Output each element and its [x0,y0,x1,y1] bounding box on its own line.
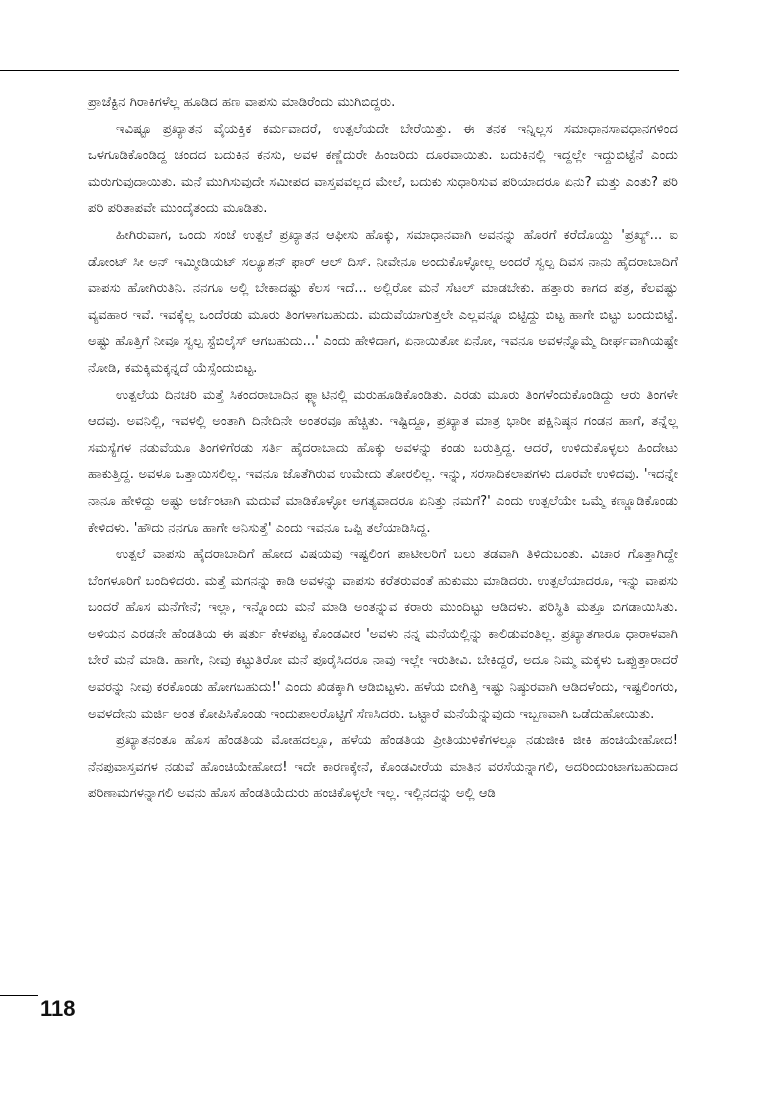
footer-rule [0,995,38,996]
body-text [88,90,678,808]
paragraph-2: ಇವಿಷ್ಟೂ ಪ್ರಖ್ಯಾತನ ವೈಯಕ್ತಿಕ ಕರ್ಮವಾದರೆ, ಉತ್ಪಲೆಯದೇ ಬೇರೆಯಿತ್ತು. ಈ ತನಕ ಇನ್ನಿಲ್ಲಸ ಸಮಾಧಾನಸಾವಧಾನಗಳಿಂದ ಒಳಗೂಡಿಕೊಂಡಿದ್ದ ಚಂದದ ಬದುಕಿನ ಕನಸು, ಅವಳ ಕಣ್ಣೆದುರೇ ಹಿಂಜರಿದು ದೂರವಾಯಿತು. ಬದುಕಿನಲ್ಲಿ ಇದ್ದಲ್ಲೇ ಇದ್ದುಬಿಟ್ಟೆನೆ ಎಂದು ಮರುಗುವುದಾಯಿತು. ಮನೆ ಮುಗಿಸುವುದೇ ಸಮೀಪದ ವಾಸ್ತವವಲ್ಲದ ಮೇಲೆ, ಬದುಕು ಸುಧಾರಿಸುವ ಪರಿಯಾದರೂ ಏನು? ಮತ್ತು ಎಂತು? ಪರಿ ಪರಿ ಪರಿತಾಪವೇ ಮುಂದೈತಂದು ಮೂಡಿತು. [88,121,678,217]
header-rule [0,70,679,71]
paragraph-1: ಪ್ರಾಜೆಕ್ಟಿನ ಗಿರಾಕಿಗಳೆಲ್ಲ ಹೂಡಿದ ಹಣ ವಾಪಸು ಮಾಡಿರೆಂದು ಮುಗಿಬಿದ್ದರು. [88,95,396,110]
paragraph-6: ಪ್ರಖ್ಯಾತನಂತೂ ಹೊಸ ಹೆಂಡತಿಯ ಮೋಹದಲ್ಲೂ, ಹಳೆಯ ಹೆಂಡತಿಯ ಪ್ರೀತಿಯುಳಿಕೆಗಳಲ್ಲೂ ನಡುಜೀಕಿ ಜೀಕಿ ಹಂಚಿಯೇಹೋದ! ನೆನಪುವಾಸ್ತವಗಳ ನಡುವೆ ಹೊಂಚಿಯೇಹೋದ! ಇದೇ ಕಾರಣಕ್ಕೇನೆ, ಕೊಂಡವೀರೆಯ ಮಾತಿನ ವರಸೆಯನ್ನಾಗಲಿ, ಅದರಿಂದುಂಟಾಗಬಹುದಾದ ಪರಿಣಾಮಗಳನ್ನಾಗಲಿ ಅವನು ಹೊಸ ಹೆಂಡತಿಯೆದುರು ಹಂಚಿಕೊಳ್ಳಲೇ ಇಲ್ಲ. ಇಲ್ಲಿನದನ್ನು ಅಲ್ಲಿ ಆಡಿ [88,733,678,802]
paragraph-4: ಉತ್ಪಲೆಯ ದಿನಚರಿ ಮತ್ತೆ ಸಿಕಂದರಾಬಾದಿನ ಫ್ಲ್ಯಾಟಿನಲ್ಲಿ ಮರುಹೂಡಿಕೊಂಡಿತು. ಎರಡು ಮೂರು ತಿಂಗಳೆಂದುಕೊಂಡಿದ್ದು ಆರು ತಿಂಗಳೇ ಆದವು. ಅವನಿಲ್ಲಿ, ಇವಳಲ್ಲಿ ಅಂತಾಗಿ ದಿನೇದಿನೇ ಅಂತರವೂ ಹೆಚ್ಚಿತು. ಇಷ್ಟಿದ್ದೂ, ಪ್ರಖ್ಯಾತ ಮಾತ್ರ ಭಾರೀ ಪಕ್ಷಿನಿಷ್ಠನ ಗಂಡನ ಹಾಗೆ, ತನ್ನೆಲ್ಲ ಸಮಸ್ಯೆಗಳ ನಡುವೆಯೂ ತಿಂಗಳಿಗೆರಡು ಸರ್ತಿ ಹೈದರಾಬಾದು ಹೊಕ್ಕು ಅವಳನ್ನು ಕಂಡು ಬರುತ್ತಿದ್ದ. ಆದರೆ, ಉಳಿದುಕೊಳ್ಳಲು ಹಿಂದೇಟು ಹಾಕುತ್ತಿದ್ದ. ಅವಳೂ ಒತ್ತಾಯಿಸಲಿಲ್ಲ. ಇವನೂ ಜೊತೆಗಿರುವ ಉಮೇದು ತೋರಲಿಲ್ಲ. ಇನ್ನು, ಸರಸಾದಿಕಲಾಪಗಳು ದೂರವೇ ಉಳಿದವು. 'ಇದನ್ನೇ ನಾನೂ ಹೇಳಿದ್ದು ಅಷ್ಟು ಅರ್ಜೆಂಟಾಗಿ ಮದುವೆ ಮಾಡಿಕೊಳ್ಳೋ ಅಗತ್ಯವಾದರೂ ಏನಿತ್ತು ನಮಗೆ?' ಎಂದು ಉತ್ಪಲೆಯೇ ಒಮ್ಮೆ ಕಣ್ಣೂಡಿಕೊಂಡು ಕೇಳಿದಳು. 'ಹೌದು ನನಗೂ ಹಾಗೇ ಅನಿಸುತ್ತೆ' ಎಂದು ಇವನೂ ಒಪ್ಪಿ ತಲೆಯಾಡಿಸಿದ್ದ. [88,387,678,536]
paragraph-5: ಉತ್ಪಲೆ ವಾಪಸು ಹೈದರಾಬಾದಿಗೆ ಹೋದ ವಿಷಯವು ಇಷ್ಟಲಿಂಗ ಪಾಟೀಲರಿಗೆ ಬಲು ತಡವಾಗಿ ತಿಳಿದುಬಂತು. ವಿಚಾರ ಗೊತ್ತಾಗಿದ್ದೇ ಬೆಂಗಳೂರಿಗೆ ಬಂದಿಳಿದರು. ಮತ್ತೆ ಮಗನನ್ನು ಕಾಡಿ ಅವಳನ್ನು ವಾಪಸು ಕರೆತರುವಂತೆ ಹುಕುಮು ಮಾಡಿದರು. ಉತ್ಪಲೆಯಾದರೂ, ಇನ್ನು ವಾಪಸು ಬಂದರೆ ಹೊಸ ಮನೆಗೇನೆ; ಇಲ್ಲಾ, ಇನ್ನೊಂದು ಮನೆ ಮಾಡಿ ಅಂತನ್ನುವ ಕರಾರು ಮುಂದಿಟ್ಟು ಆಡಿದಳು. ಪರಿಸ್ಥಿತಿ ಮತ್ತೂ ಬಿಗಡಾಯಿಸಿತು. ಅಳಿಯನ ಎರಡನೇ ಹೆಂಡತಿಯ ಈ ಷರ್ತು ಕೇಳಪಟ್ಟ ಕೊಂಡವೀರ 'ಅವಳು ನನ್ನ ಮನೆಯಲ್ಲಿನ್ನು ಕಾಲಿಡುವಂತಿಲ್ಲ. ಪ್ರಖ್ಯಾತಗಾರೂ ಧಾರಾಳವಾಗಿ ಬೇರೆ ಮನೆ ಮಾಡಿ. ಹಾಗೇ, ನೀವು ಕಟ್ಟುತಿರೋ ಮನೆ ಪೂರೈಸಿದರೂ ನಾವು ಇಲ್ಲೇ ಇರುತೀವಿ. ಬೇಕಿದ್ದರೆ, ಅದೂ ನಿಮ್ಮ ಮಕ್ಕಳು ಒಪ್ಪುತ್ತಾರಾದರೆ ಅವರನ್ನು ನೀವು ಕರಕೊಂಡು ಹೋಗಬಹುದು!' ಎಂದು ಖಿಡಕ್ಕಾಗಿ ಆಡಿಬಿಟ್ಟಳು. ಹಳೆಯ ಬೀಗಿತ್ತಿ ಇಷ್ಟು ನಿಷ್ಠುರವಾಗಿ ಆಡಿದಳೆಂದು, ಇಷ್ಟಲಿಂಗರು, ಅವಳದೇನು ಮರ್ಜಿ ಅಂತ ಕೋಪಿಸಿಕೊಂಡು ಇಂದುಪಾಲರೊಟ್ಟಿಗೆ ಸೆಣಸಿದರು. ಒಟ್ಟಾರೆ ಮನೆಯೆನ್ನುವುದು ಇಬ್ಬಣವಾಗಿ ಒಡೆದುಹೋಯಿತು. [88,547,678,722]
paragraph-3: ಹೀಗಿರುವಾಗ, ಒಂದು ಸಂಜೆ ಉತ್ಪಲೆ ಪ್ರಖ್ಯಾತನ ಆಫೀಸು ಹೊಕ್ಕು, ಸಮಾಧಾನವಾಗಿ ಅವನನ್ನು ಹೊರಗೆ ಕರೆದೊಯ್ದು 'ಪ್ರಖ್ಯ್... ಐ ಡೋಂಟ್ ಸೀ ಅನ್ ಇಮ್ಮೀಡಿಯಟ್ ಸಲ್ಯೂಶನ್ ಫಾರ್ ಆಲ್ ದಿಸ್. ನೀವೇನೂ ಅಂದುಕೊಳ್ಳೋಲ್ಲ ಅಂದರೆ ಸ್ವಲ್ಪ ದಿವಸ ನಾನು ಹೈದರಾಬಾದಿಗೆ ವಾಪಸು ಹೋಗಿರುತಿನಿ. ನನಗೂ ಅಲ್ಲಿ ಬೇಕಾದಷ್ಟು ಕೆಲಸ ಇದೆ... ಅಲ್ಲಿರೋ ಮನೆ ಸೆಟಲ್ ಮಾಡಬೇಕು. ಹತ್ತಾರು ಕಾಗದ ಪತ್ರ, ಕೆಲವಷ್ಟು ವ್ಯವಹಾರ ಇವೆ. ಇವಕ್ಕೆಲ್ಲ ಒಂದೆರಡು ಮೂರು ತಿಂಗಳಾಗಬಹುದು. ಮದುವೆಯಾಗುತ್ತಲೇ ಎಲ್ಲವನ್ನೂ ಬಿಟ್ಟಿದ್ದು ಬಿಟ್ಟ ಹಾಗೇ ಬಿಟ್ಟು ಬಂದುಬಿಟ್ಟೆ. ಅಷ್ಟು ಹೊತ್ತಿಗೆ ನೀವೂ ಸ್ವಲ್ಪ ಸ್ಟೆಬಿಲೈಸ್ ಆಗಬಹುದು...' ಎಂದು ಹೇಳಿದಾಗ, ಏನಾಯಿತೋ ಏನೋ, ಇವನೂ ಅವಳನ್ನೊಮ್ಮೆ ದೀರ್ಘವಾಗಿಯಷ್ಟೇ ನೋಡಿ, ಕಮಕ್ಕಿಮಕ್ಕನ್ನದೆ ಯೆಸ್ಸೆಂದುಬಿಟ್ಟ. [88,227,678,376]
page-number: 118 [40,996,76,1021]
